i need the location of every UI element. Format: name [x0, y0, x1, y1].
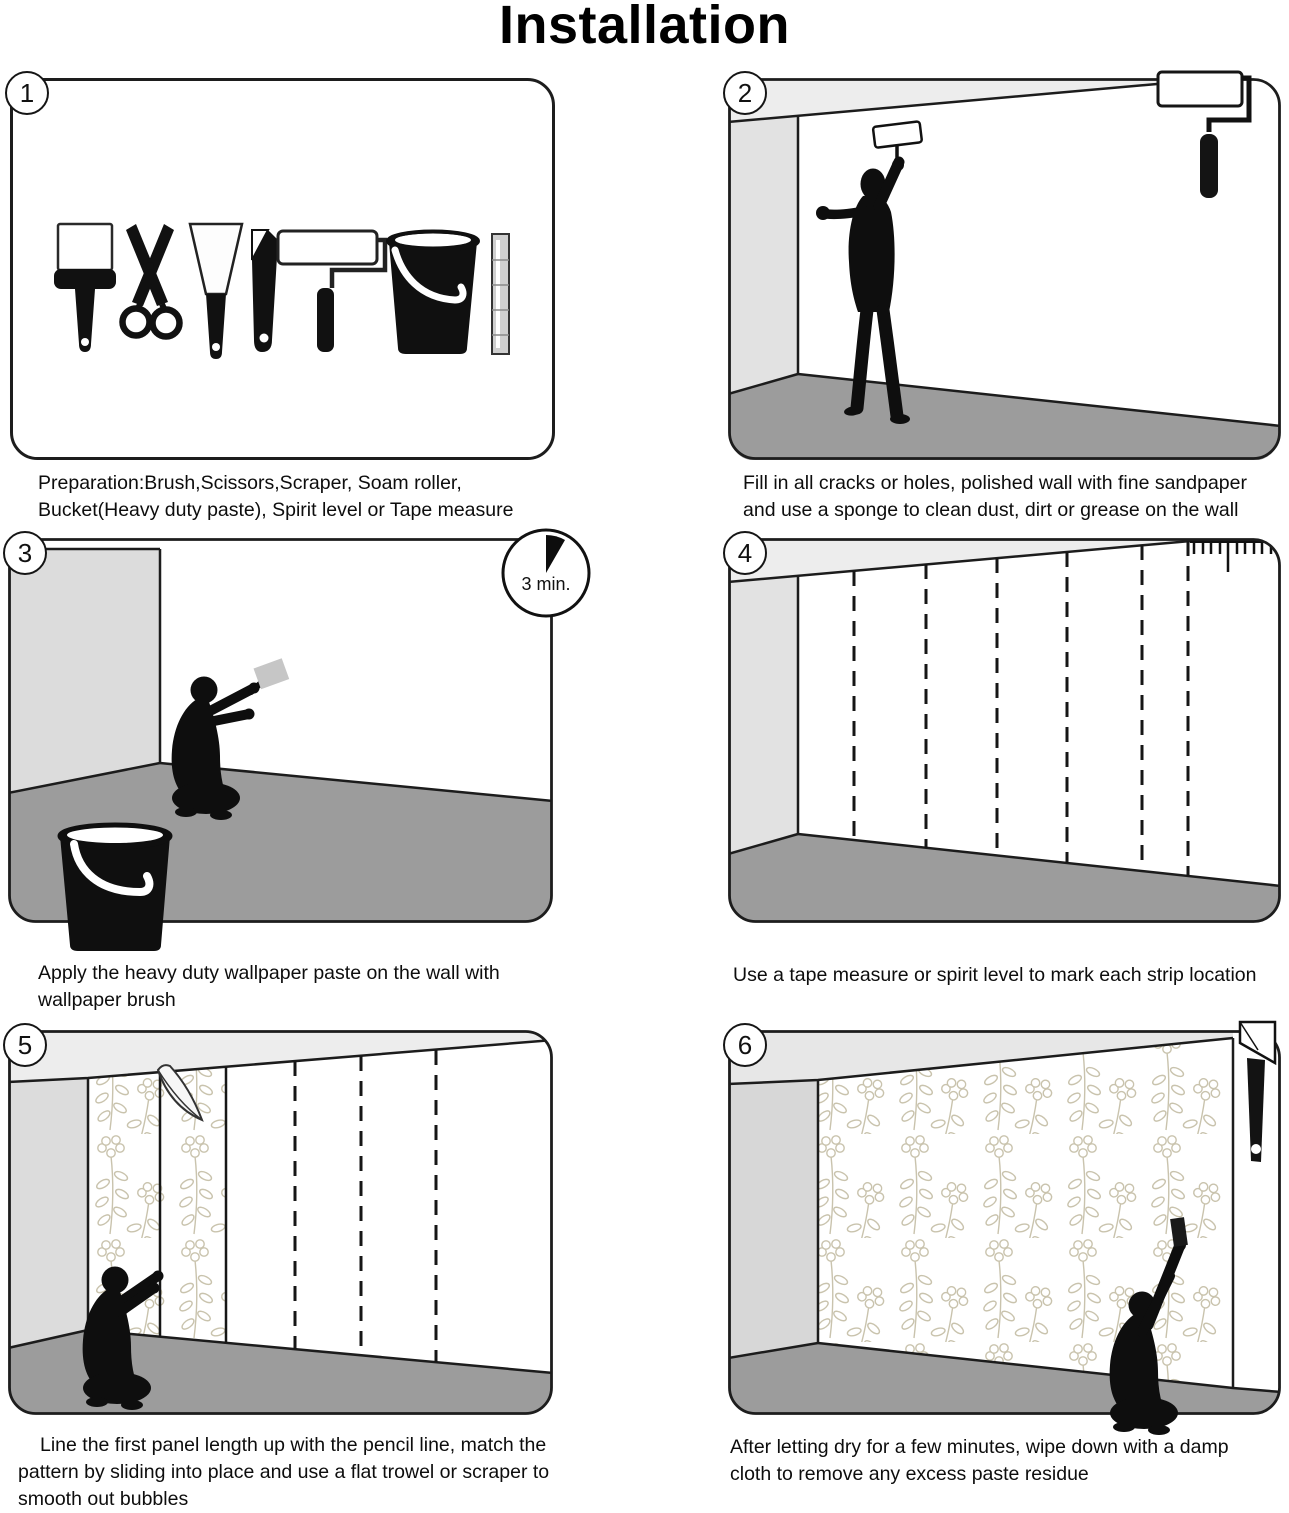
step-3-panel [8, 537, 571, 923]
step-1-illustration [10, 78, 555, 468]
room-scene [8, 1030, 553, 1415]
bucket-icon [388, 232, 478, 355]
wallpapered-wall [818, 1038, 1233, 1388]
caption-line: Fill in all cracks or holes, polished wall with fine sandpaper [743, 472, 1247, 494]
sponge-icon [816, 206, 830, 220]
step-5-illustration [8, 1030, 553, 1460]
step-4-illustration [728, 538, 1281, 968]
caption-line: Preparation:Brush,Scissors,Scraper, Soam roller, [38, 472, 462, 494]
step-number-badge: 3 [3, 531, 47, 575]
caption-line: wallpaper brush [38, 989, 176, 1011]
step-1-caption [38, 470, 563, 524]
step-number-badge: 5 [3, 1023, 47, 1067]
caption-line: Use a tape measure or spirit level to mark each strip location [733, 964, 1257, 986]
step-number-badge: 6 [723, 1023, 767, 1067]
bucket-icon [60, 825, 170, 951]
caption-line: Bucket(Heavy duty paste), Spirit level or Tape measure [38, 499, 514, 521]
left-wall [8, 549, 160, 793]
step-5-caption [18, 1432, 558, 1513]
caption-line: cloth to remove any excess paste residue [730, 1463, 1089, 1485]
room-scene [728, 533, 1281, 923]
step-5-panel [8, 1030, 553, 1415]
left-wall [8, 1078, 88, 1348]
step-2-illustration [728, 78, 1281, 508]
step-number-badge: 2 [723, 71, 767, 115]
step-4-caption [733, 962, 1285, 989]
timer-label: 3 min. [521, 574, 571, 594]
step-number-badge: 1 [5, 71, 49, 115]
step-6-panel [728, 1030, 1281, 1415]
caption-line: pattern by sliding into place and use a flat trowel or scraper to [18, 1461, 550, 1483]
caption-line: Apply the heavy duty wallpaper paste on the wall with [38, 962, 500, 984]
spirit-level-icon [492, 234, 509, 354]
step-1-panel [10, 78, 555, 460]
step-3-illustration [8, 538, 571, 968]
timer-icon [503, 530, 589, 616]
caption-line: and use a sponge to clean dust, dirt or grease on the wall [743, 499, 1239, 521]
left-wall [728, 116, 798, 394]
page-title: Installation [498, 0, 791, 55]
left-wall [728, 576, 798, 854]
caption-line: smooth out bubbles [18, 1488, 189, 1510]
step-6-illustration [728, 1030, 1281, 1460]
step-2-caption [743, 470, 1288, 524]
room-scene [728, 73, 1281, 460]
step-number-badge: 4 [723, 531, 767, 575]
room-scene [728, 1030, 1281, 1415]
left-wall [728, 1080, 818, 1358]
step-4-panel [728, 538, 1281, 923]
caption-line: After letting dry for a few minutes, wipe down with a damp [730, 1436, 1229, 1458]
step-2-panel [728, 78, 1281, 460]
step-6-caption [730, 1434, 1282, 1488]
caption-line: Line the first panel length up with the pencil line, match the [40, 1434, 547, 1456]
step-3-caption [38, 960, 563, 1014]
